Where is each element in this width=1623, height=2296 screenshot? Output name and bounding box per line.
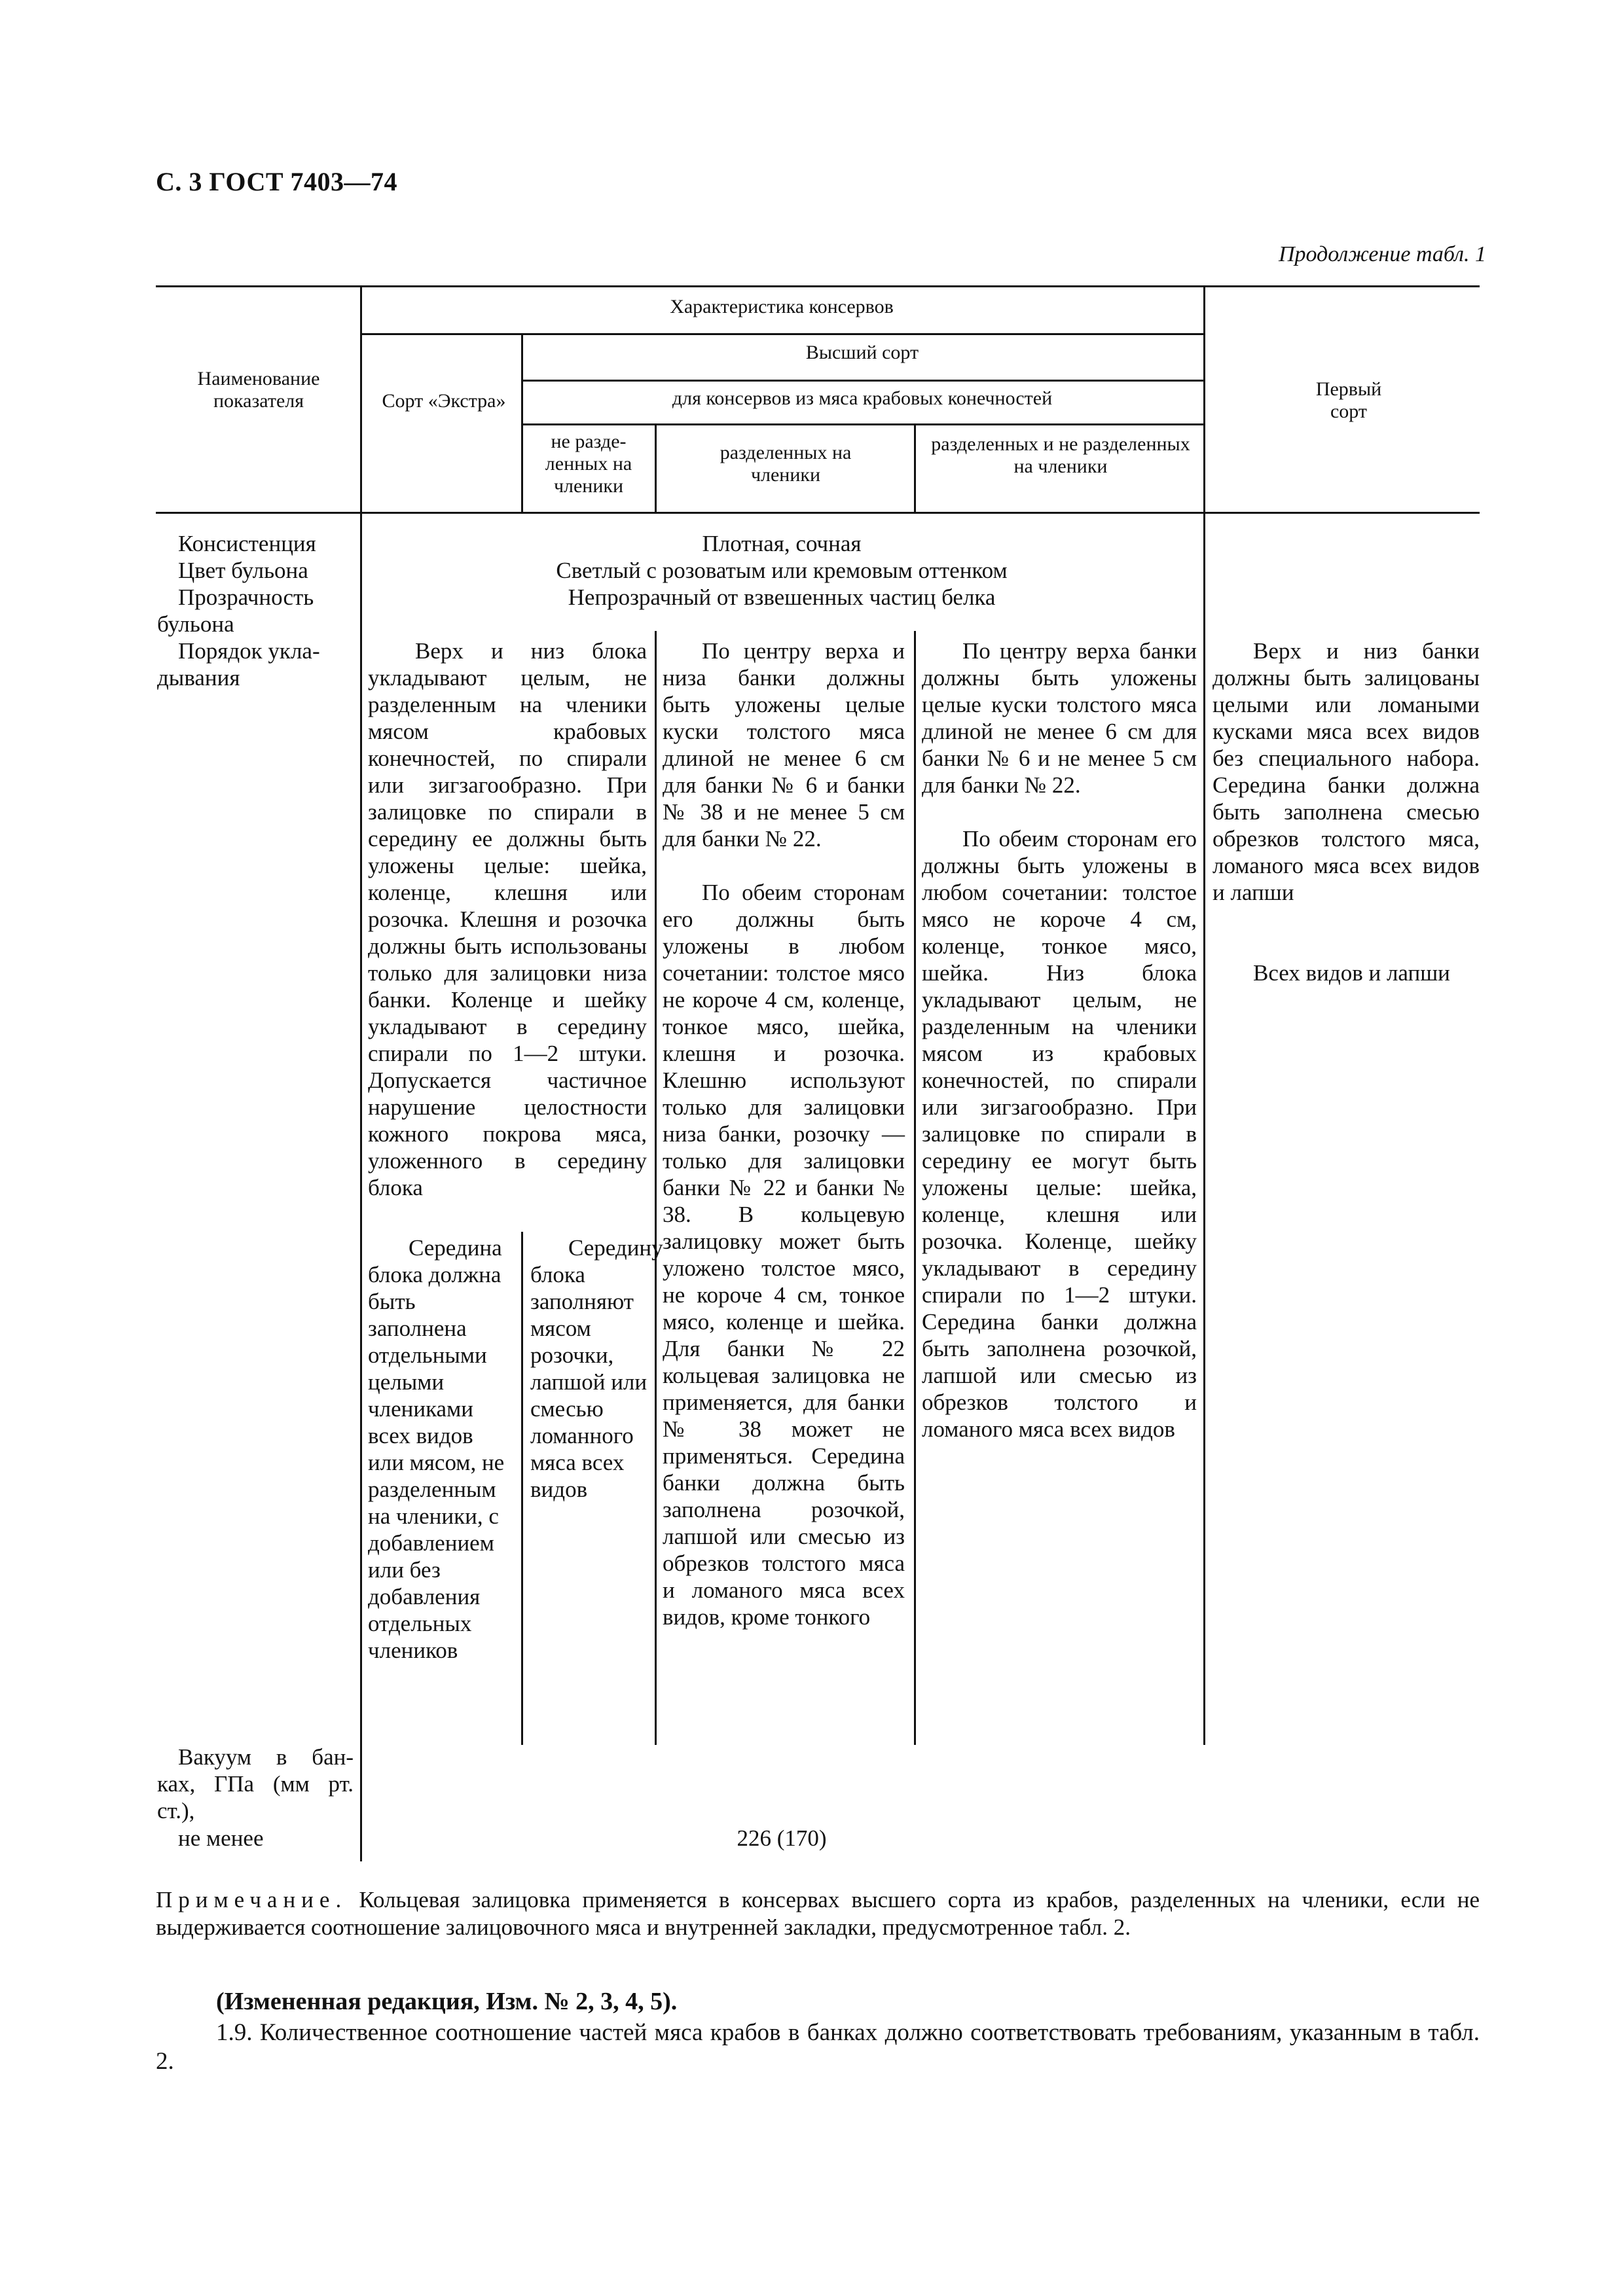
header-rule-limbs	[521, 423, 1203, 425]
packing-mixed-p1: По центру верха банки должны быть уложены целые куски толстого мяса длиной не менее 6 см для банки № 6 и не менее 5 см для банки № 22.	[922, 638, 1197, 798]
note-text: Кольцевая залицовка применяется в консервах высшего сорта из крабов, разделенных на членики, если не выдерживается соотношение залицовочного мяса и внутренней закладки, предусмотренное табл. 2.	[156, 1887, 1480, 1940]
header-divided: разделенных на членики	[720, 442, 852, 486]
packing-first-p1: Верх и низ банки должны быть залицованы целыми или ломаными кусками мяса всех видов без специального набора. Середина банки должна быть заполнена смесью обрезков толстого мяса, ломаного мяса всех видов и лапши	[1213, 638, 1480, 905]
header-rule-characteristic	[360, 333, 1203, 335]
label-consistency: Консистенция	[178, 531, 316, 556]
body-vline-divided	[655, 631, 657, 1745]
label-broth-clarity: Прозрачность бульона	[157, 584, 314, 637]
packing-extra-sub-left: Середина блока должна быть заполнена отдельными целыми члениками всех видов или мясом, не разделенным на членики, с добавлением или без добавления отдельных члеников	[368, 1235, 505, 1663]
table-vline-1	[360, 285, 362, 1861]
table-vline-2	[1203, 285, 1205, 1745]
packing-divided-p1: По центру верха и низа банки должны быть уложены целые куски толстого мяса длиной не менее 6 см для банки № 6 и банки № 38 и не менее 5 см для банки № 22.	[663, 638, 905, 852]
note-label: Примечание.	[156, 1887, 348, 1912]
value-consistency: Плотная, сочная	[702, 531, 862, 556]
body-vline-extra-sub	[521, 1232, 523, 1745]
table-note	[156, 1886, 1480, 1941]
value-broth-color: Светлый с розоватым или кремовым оттенком	[556, 558, 1008, 583]
header-limbs: для консервов из мяса крабовых конечностей	[672, 387, 1053, 409]
amendment-note: (Измененная редакция, Изм. № 2, 3, 4, 5).	[216, 1988, 678, 2015]
header-highest: Высший сорт	[805, 342, 919, 363]
section-1-9: 1.9. Количественное соотношение частей мяса крабов в банках должно соответствовать требованиям, указанным в табл. 2.	[156, 2019, 1480, 2075]
header-indicator: Наименование показателя	[197, 368, 320, 412]
table-continuation-label: Продолжение табл. 1	[1278, 242, 1486, 266]
header-vline-highest	[521, 333, 523, 512]
header-divided-and-not: разделенных и не разделенных на членики	[931, 433, 1190, 477]
header-rule-highest	[521, 380, 1203, 382]
header-not-divided: не разде-ленных на членики	[545, 431, 632, 497]
table-top-rule	[156, 285, 1480, 287]
packing-extra-sub-right: Середину блока заполняют мясом розочки, лапшой или смесью ломанного мяса всех видов	[530, 1235, 663, 1502]
header-first: Первый сорт	[1315, 378, 1382, 422]
header-characteristic: Характеристика консервов	[670, 296, 894, 317]
header-bottom-rule	[156, 512, 1480, 514]
header-extra: Сорт «Экстра»	[382, 390, 506, 412]
packing-divided-p2: По обеим сторонам его должны быть уложены в любом сочетании: толстое мясо не короче 4 см, коленце, тонкое мясо, шейка, клешня и розочка. Клешню используют только для залицовки низа банки, розочку — только для залицовки банки № 22 и банки № 38. В кольцевую залицовку может быть уложено толстое мясо, не короче 4 см, тонкое мясо, коленце и шейка. Для банки № 22 кольцевая залицовка не применяется, для банки № 38 может не применяться. Середина банки должна быть заполнена розочкой, лапшой или смесью из обрезков толстого мяса и ломаного мяса всех видов, кроме тонкого	[663, 880, 905, 1630]
label-broth-color: Цвет бульона	[178, 558, 308, 583]
packing-extra-main: Верх и низ блока укладывают целым, не разделенным на членики мясом крабовых конечностей, по спирали или зигзагообразно. При залицовке по спирали в середину ее должны быть уложены целые: шейка, коленце, клешня или розочка. Клешня и розочка должны быть использованы только для залицовки низа банки. Коленце и шейку укладывают в середину спирали по 1—2 штуки. Допускается частичное нарушение целостности кожного покрова мяса, уложенного в середину блока	[368, 638, 647, 1200]
header-vline-mixed	[914, 423, 916, 512]
label-packing-order: Порядок укла-дывания	[157, 638, 320, 691]
label-vacuum: Вакуум в бан-ках, ГПа (мм рт. ст.),	[157, 1744, 354, 1823]
value-vacuum: 226 (170)	[737, 1825, 827, 1851]
body-vline-mixed	[914, 631, 916, 1745]
packing-mixed-p2: По обеим сторонам его должны быть уложены в любом сочетании: толстое мясо не короче 4 см, коленце, тонкое мясо, шейка. Низ блока укладывают целым, не разделенным на членики мясом из крабовых конечностей, по спирали или зигзагообразно. При залицовке по спирали в середину ее могут быть уложены целые: шейка, коленце, клешня или розочка. Коленце, шейку укладывают в середину спирали по 1—2 штуки. Середина банки должна быть заполнена розочкой, лапшой или смесью из обрезков толстого и ломаного мяса всех видов	[922, 826, 1197, 1442]
label-vacuum-min: не менее	[178, 1825, 264, 1851]
page-header: С. 3 ГОСТ 7403—74	[156, 167, 398, 196]
value-broth-clarity: Непрозрачный от взвешенных частиц белка	[568, 584, 996, 610]
packing-first-p2: Всех видов и лапши	[1253, 960, 1450, 986]
header-vline-divided	[655, 423, 657, 512]
